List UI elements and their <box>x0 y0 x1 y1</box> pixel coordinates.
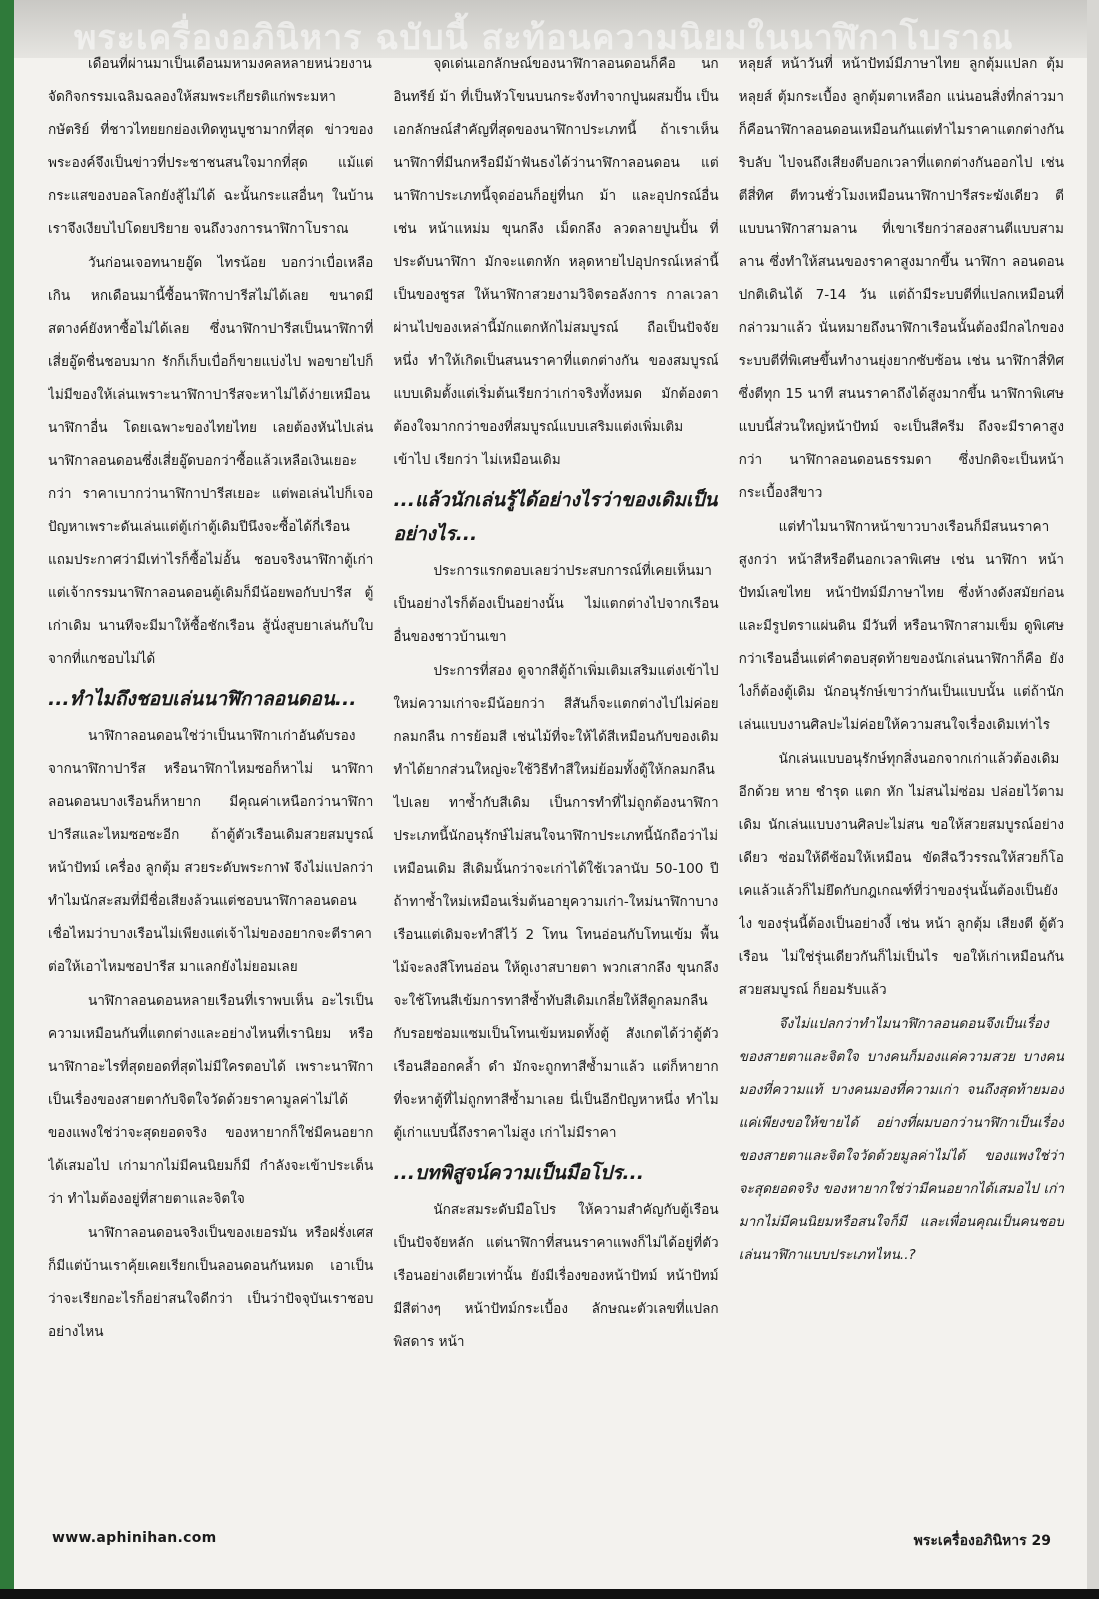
paragraph: นักเล่นแบบอนุรักษ์ทุกสิ่งนอกจากเก่าแล้วต้องเดิมอีกด้วย หาย ชำรุด แตก หัก ไม่สนไม่ซ่อม ปล่อยไว้ตามเดิม นักเล่นแบบงานศิลปะไม่สน ขอให้สวยสมบูรณ์อย่างเดียว ซ่อมให้ดีซ้อมให้เหมือน ขัดสีฉวีวรรณให้สวยก็โอเคแล้วแล้วก็ไม่ยึดกับกฎเกณฑ์ที่ว่าของรุ่นนั้นต้องเป็นยังไง ของรุ่นนี้ต้องเป็นอย่างงี้ เช่น หน้า ลูกตุ้ม เสียงตี ตู้ตัวเรือน ไม่ใช่รุ่นเดียวกันก็ไม่เป็นไร ขอให้เก่าเหมือนกัน สวยสมบูรณ์ ก็ยอมรับแล้ว <box>738 751 1064 998</box>
paragraph: นักสะสมระดับมือโปร ให้ความสำคัญกับตู้เรือนเป็นปัจจัยหลัก แต่นาฬิกาที่สนนราคาแพงก็ไม่ได้อยู่ที่ตัวเรือนอย่างเดียวเท่านั้น ยังมีเรื่องของหน้าปัทม์ หน้าปัทม์มีสีต่างๆ หน้าปัทม์กระเบื้อง ลักษณะตัวเลขที่แปลกพิสดาร หน้า <box>393 1202 719 1350</box>
paragraph: นาฬิกาลอนดอนหลายเรือนที่เราพบเห็น อะไรเป็นความเหมือนกันที่แตกต่างและอย่างไหนที่เรานิยม หรือนาฬิกาอะไรที่สุดยอดที่สุดไม่มีใครตอบได้ เพราะนาฬิกาเป็นเรื่องของสายตากับจิตใจวัดด้วยราคามูลค่าไม่ได้ ของแพงใช่ว่าจะสุดยอดจริง ของหายากก็ใช่มีคนอยากได้เสมอไป เก่ามากไม่มีคนนิยมก็มี กำลังจะเข้าประเด็นว่า ทำไมต้องอยู่ที่สายตาและจิตใจ <box>48 993 374 1207</box>
header-fragment: พระเครื่องอภินิหาร ฉบับนี้ สะท้อนความนิยมในนาฬิกาโบราณ <box>74 18 1014 58</box>
article-body <box>48 48 1064 1500</box>
paragraph: แต่ทำไมนาฬิกาหน้าขาวบางเรือนก็มีสนนราคาสูงกว่า หน้าสีหรือตีนอกเวลาพิเศษ เช่น นาฬิกา หน้าปัทม์เลขไทย หน้าปัทม์มีภาษาไทย ซึ่งห้างดังสมัยก่อน และมีรูปตราแผ่นดิน มีวันที่ หรือนาฬิกาสามเข็ม ดูพิเศษกว่าเรือนอื่นแต่คำตอบสุดท้ายของนักเล่นนาฬิกาก็คือ ยังไงก็ต้องตู้เดิม นักอนุรักษ์เขาว่ากันเป็นแบบนั้น แต่ถ้านักเล่นแบบงานศิลปะไม่ค่อยให้ความสนใจเรื่องเดิมเท่าไร <box>738 519 1064 733</box>
website-url: www.aphinihan.com <box>52 1530 217 1546</box>
page-edge-right <box>1087 0 1099 1599</box>
column-1 <box>48 48 373 1500</box>
paragraph: เดือนที่ผ่านมาเป็นเดือนมหามงคลหลายหน่วยงานจัดกิจกรรมเฉลิมฉลองให้สมพระเกียรติแก่พระมหากษัตริย์ ที่ชาวไทยยกย่องเทิดทูนบูชามากที่สุด ข่าวของพระองค์จึงเป็นข่าวที่ประชาชนสนใจมากที่สุด แม้แต่กระแสของบอลโลกยังสู้ไม่ได้ ฉะนั้นกระแสอื่นๆ ในบ้านเราจึงเงียบไปโดยปริยาย จนถึงวงการนาฬิกาโบราณ <box>48 56 374 237</box>
page-edge-left <box>0 0 14 1599</box>
paragraph: หลุยส์ หน้าวันที่ หน้าปัทม์มีภาษาไทย ลูกตุ้มแปลก ตุ้มหลุยส์ ตุ้มกระเบื้อง ลูกตุ้มตาเหลือก แน่นอนสิ่งที่กล่าวมาก็คือนาฬิกาลอนดอนเหมือนกันแต่ทำไมราคาแตกต่างกันริบลับ ไปจนถึงเสียงตีบอกเวลาที่แตกต่างกันออกไป เช่นตีสี่ทิศ ตีทวนชั่วโมงเหมือนนาฬิกาปารีสระฆังเดียว ตีแบบนาฬิกาสามลาน ที่เขาเรียกว่าสองสานตีแบบสามลาน ซึ่งทำให้สนนของราคาสูงมากขึ้น นาฬิกา ลอนดอนปกติเดินได้ 7-14 วัน แต่ถ้ามีระบบตีที่แปลกเหมือนที่กล่าวมาแล้ว นั่นหมายถึงนาฬิกาเรือนนั้นต้องมีกลไกของระบบตีที่พิเศษขึ้นทำงานยุ่งยากซับซ้อน เช่น นาฬิกาสี่ทิศ ซึ่งตีทุก 15 นาที สนนราคาถึงได้สูงมากขึ้น นาฬิกาพิเศษแบบนี้ส่วนใหญ่หน้าปัทม์ จะเป็นสีครีม ถึงจะมีราคาสูงกว่า นาฬิกาลอนดอนธรรมดา ซึ่งปกติจะเป็นหน้ากระเบื้องสีขาว <box>738 56 1064 501</box>
page-bottom-edge <box>0 1589 1099 1599</box>
paragraph: นาฬิกาลอนดอนใช่ว่าเป็นนาฬิกาเก่าอันดับรองจากนาฬิกาปารีส หรือนาฬิกาไหมซอก็หาไม่ นาฬิกาลอนดอนบางเรือนก็หายาก มีคุณค่าเหนือกว่านาฬิกาปารีสและไหมซอซะอีก ถ้าตู้ตัวเรือนเดิมสวยสมบูรณ์ หน้าปัทม์ เครื่อง ลูกตุ้ม สวยระดับพระกาฬ จึงไม่แปลกว่าทำไมนักสะสมที่มีชื่อเสียงล้วนแต่ชอบนาฬิกาลอนดอน เชื่อไหมว่าบางเรือนไม่เพียงแต่เจ้าไม่ของอยากจะตีราคาต่อให้เอาไหมซอปารีส มาแลกยังไม่ยอมเลย <box>48 728 374 975</box>
section-heading: ...แล้วนักเล่นรู้ได้อย่างไรว่าของเดิมเป็นอย่างไร... <box>393 489 718 545</box>
page-footer <box>52 1530 1051 1550</box>
column-2 <box>393 48 718 1500</box>
column-3 <box>739 48 1064 1500</box>
closing-paragraph: จึงไม่แปลกว่าทำไมนาฬิกาลอนดอนจึงเป็นเรื่องของสายตาและจิตใจ บางคนก็มองแค่ความสวย บางคนมองที่ความแท้ บางคนมองที่ความเก่า จนถึงสุดท้ายมองแค่เพียงขอให้ขายได้ อย่างที่ผมบอกว่านาฬิกาเป็นเรื่องของสายตาและจิตใจวัดด้วยมูลค่าไม่ได้ ของแพงใช่ว่าจะสุดยอดจริง ของหายากใช่ว่ามีคนอยากได้เสมอไป เก่ามากไม่มีคนนิยมหรือสนใจก็มี และเพื่อนคุณเป็นคนชอบเล่นนาฬิกาแบบประเภทไหน..? <box>738 1016 1064 1263</box>
paragraph: ประการที่สอง ดูจากสีตู้ถ้าเพิ่มเติมเสริมแต่งเข้าไปใหม่ความเก่าจะมีน้อยกว่า สีสันก็จะแตกต่างไปไม่ค่อยกลมกลืน การย้อมสี เช่นไม้ที่จะให้ได้สีเหมือนกับของเดิมทำได้ยากส่วนใหญ่จะใช้วิธีทำสีใหม่ย้อมทั้งตู้ให้กลมกลืนไปเลย ทาซ้ำกับสีเดิม เป็นการทำที่ไม่ถูกต้องนาฬิกาประเภทนี้นักอนุรักษ์ไม่สนใจนาฬิกาประเภทนี้นักถือว่าไม่เหมือนเดิม สีเดิมนั้นกว่าจะเก่าได้ใช้เวลานับ 50-100 ปี ถ้าทาซ้ำใหม่เหมือนเริ่มต้นอายุความเก่า-ใหม่นาฬิกาบางเรือนแต่เดิมจะทำสีไว้ 2 โทน โทนอ่อนกับโทนเข้ม พื้นไม้จะลงสีโทนอ่อน ให้ดูเงาสบายตา พวกเสากลึง ขุนกลึง จะใช้โทนสีเข้มการทาสีซ้ำทับสีเดิมเกลี่ยให้สีดูกลมกลืนกับรอยซ่อมแซมเป็นโทนเข้มหมดทั้งตู้ สังเกตได้ว่าตู้ตัวเรือนสีออกคล้ำ ดำ มักจะถูกทาสีซ้ำมาแล้ว แต่ก็หายาก ที่จะหาตู้ที่ไม่ถูกทาสีซ้ำมาเลย นี่เป็นอีกปัญหาหนึ่ง ทำไมตู้เก่าแบบนี้ถึงราคาไม่สูง เก่าไม่มีราคา <box>393 663 719 1141</box>
section-heading: ...ทำไมถึงชอบเล่นนาฬิกาลอนดอน... <box>48 688 357 710</box>
section-heading: ...บทพิสูจน์ความเป็นมือโปร... <box>393 1162 644 1184</box>
page-number-label: พระเครื่องอภินิหาร 29 <box>913 1533 1051 1549</box>
paragraph: นาฬิกาลอนดอนจริงเป็นของเยอรมัน หรือฝรั่งเศสก็มีแต่บ้านเราคุ้ยเคยเรียกเป็นลอนดอนกันหมด เอาเป็นว่าจะเรียกอะไรก็อย่าสนใจดีกว่า เป็นว่าปัจจุบันเราชอบอย่างไหน <box>48 1225 374 1340</box>
paragraph: จุดเด่นเอกลักษณ์ของนาฬิกาลอนดอนก็คือ นกอินทรีย์ ม้า ที่เป็นหัวโขนบนกระจังทำจากปูนผสมปั้น เป็นเอกลักษณ์สำคัญที่สุดของนาฬิกาประเภทนี้ ถ้าเราเห็นนาฬิกาที่มีนกหรือมีม้าฟันธงได้ว่านาฬิกาลอนดอน แต่นาฬิกาประเภทนี้จุดอ่อนก็อยู่ที่นก ม้า และอุปกรณ์อื่นเช่น หน้าแหม่ม ขุนกลึง เม็ดกลึง ลวดลายปูนปั้น ที่ประดับนาฬิกา มักจะแตกหัก หลุดหายไปอุปกรณ์เหล่านี้เป็นของชูรส ให้นาฬิกาสวยงามวิจิตรอลังการ กาลเวลาผ่านไปของเหล่านี้มักแตกหักไม่สมบูรณ์ ถือเป็นปัจจัยหนึ่ง ทำให้เกิดเป็นสนนราคาที่แตกต่างกัน ของสมบูรณ์แบบเดิมตั้งแต่เริ่มต้นเรียกว่าเก่าจริงทั้งหมด มักต้องตาต้องใจมากกว่าของที่สมบูรณ์แบบเสริมแต่งเพิ่มเติมเข้าไป เรียกว่า ไม่เหมือนเดิม <box>393 56 719 468</box>
paragraph: วันก่อนเจอทนายอู๊ด ไทรน้อย บอกว่าเบื่อเหลือเกิน หกเดือนมานี้ซื้อนาฬิกาปารีสไม่ได้เลย ขนาดมีสตางค์ยังหาซื้อไม่ได้เลย ซึ่งนาฬิกาปารีสเป็นนาฬิกาที่เสี่ยอู๊ดชื่นชอบมาก รักก็เก็บเบื่อก็ขายแบ่งไป พอขายไปก็ไม่มีของให้เล่นเพราะนาฬิกาปารีสจะหาไม่ได้ง่ายเหมือนนาฬิกาอื่น โดยเฉพาะของไทยไทย เลยต้องหันไปเล่นนาฬิกาลอนดอนซึ่งเสี่ยอู๊ดบอกว่าซื้อแล้วเหลือเงินเยอะกว่า ราคาเบากว่านาฬิกาปารีสเยอะ แต่พอเล่นไปก็เจอปัญหาเพราะดันเล่นแต่ตู้เก่าตู้เดิมปีนึงจะซื้อได้กี่เรือนแถมประกาศว่ามีเท่าไรก็ซื้อไม่อั้น ชอบจริงนาฬิกาตู้เก่า แต่เจ้ากรรมนาฬิกาลอนดอนตู้เดิมก็มีน้อยพอกับปารีส ตู้เก่าเดิม นานทีจะมีมาให้ซื้อชักเรือน สู้นั่งสูบยาเล่นกับใบจากที่แกชอบไม่ได้ <box>48 255 374 667</box>
paragraph: ประการแรกตอบเลยว่าประสบการณ์ที่เคยเห็นมาเป็นอย่างไรก็ต้องเป็นอย่างนั้น ไม่แตกต่างไปจากเรือนอื่นของชาวบ้านเขา <box>393 563 719 645</box>
